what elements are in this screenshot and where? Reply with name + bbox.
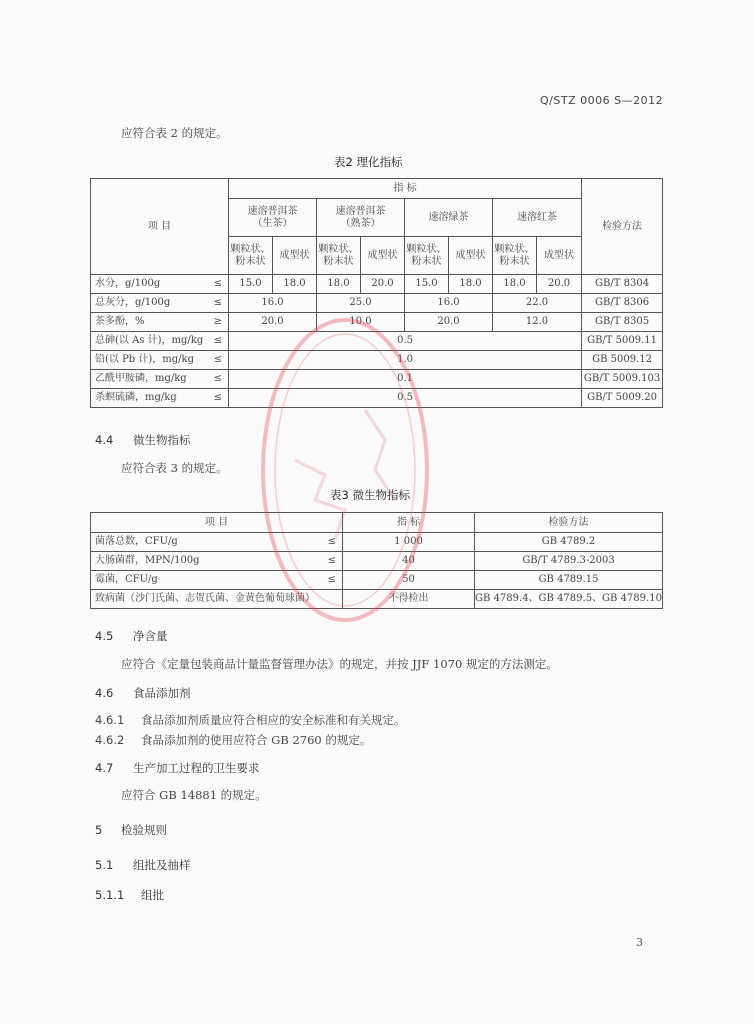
cell-value: 16.0: [405, 294, 493, 313]
section-title: 净含量: [133, 629, 168, 643]
cell-method: GB 4789.4、GB 4789.5、GB 4789.10: [475, 590, 663, 609]
section-5: [95, 822, 167, 838]
item-label: 水分，g/100g: [95, 278, 161, 289]
operator: ≤: [213, 373, 222, 384]
cell-value: 22.0: [493, 294, 582, 313]
operator: ≥: [213, 316, 222, 327]
cell-value: 0.5: [229, 389, 582, 408]
section-5-1: [95, 857, 191, 873]
cell-method: GB/T 5009.11: [582, 332, 663, 351]
cell-value: 20.0: [361, 275, 405, 294]
cell-value: 18.0: [317, 275, 361, 294]
section-title: 组批及抽样: [133, 858, 191, 872]
cell-method: GB/T 8304: [582, 275, 663, 294]
table3-col-method: 检验方法: [475, 513, 663, 533]
cell-value: 不得检出: [343, 590, 475, 609]
section-number: 4.6.2: [95, 733, 125, 747]
section-4-7: [95, 760, 260, 776]
section-4-6-1: [95, 712, 406, 728]
table2-col-item: 项 目: [91, 179, 229, 275]
section-number: 4.5: [95, 629, 114, 643]
item-label: 总灰分，g/100g: [95, 297, 171, 308]
cell-value: 20.0: [537, 275, 582, 294]
section-4-4: [95, 432, 191, 448]
cell-value: 16.0: [229, 294, 317, 313]
section-number: 4.4: [95, 433, 114, 447]
operator: ≤: [213, 297, 222, 308]
row-item: [91, 351, 229, 370]
item-label: 霉菌，CFU/g: [95, 574, 158, 585]
section-number: 5.1.1: [95, 888, 125, 902]
item-label: 致病菌（沙门氏菌、志贺氏菌、金黄色葡萄球菌）: [95, 593, 315, 604]
row-item: [91, 370, 229, 389]
cell-value: 25.0: [317, 294, 405, 313]
table2-group-header: 速溶绿茶: [405, 199, 493, 237]
operator: ≤: [213, 392, 222, 403]
cell-method: GB/T 5009.103: [582, 370, 663, 389]
section-title: 微生物指标: [133, 433, 191, 447]
row-item: [91, 313, 229, 332]
table2-sub-shaped: 成型状: [361, 237, 405, 275]
cell-value: 15.0: [229, 275, 273, 294]
table2-group-header: 速溶普洱茶 （生茶）: [229, 199, 317, 237]
section-number: 5.1: [95, 858, 114, 872]
operator: ≤: [213, 335, 222, 346]
item-label: 杀螟硫磷，mg/kg: [95, 392, 177, 403]
section-number: 4.6.1: [95, 713, 125, 727]
item-label: 乙酰甲胺磷，mg/kg: [95, 373, 187, 384]
operator: ≤: [327, 555, 336, 566]
operator: ≤: [327, 574, 336, 585]
table3-col-index: 指 标: [343, 513, 475, 533]
cell-value: 18.0: [449, 275, 493, 294]
section-number: 5: [95, 823, 103, 837]
section-title: 食品添加剂: [133, 686, 191, 700]
cell-value: 20.0: [405, 313, 493, 332]
section-text: 食品添加剂质量应符合相应的安全标准和有关规定。: [141, 713, 406, 727]
intro-text: 应符合表 2 的规定。: [121, 126, 228, 140]
table2-caption: 表2 理化指标: [334, 155, 403, 169]
cell-value: 10.0: [317, 313, 405, 332]
section-title: 检验规则: [121, 823, 167, 837]
section-4-6: [95, 685, 191, 701]
section-4-5-text: 应符合《定量包装商品计量监督管理办法》的规定，并按 JJF 1070 规定的方法测定。: [121, 657, 558, 671]
cell-value: 1 000: [343, 533, 475, 552]
operator: ≤: [327, 536, 336, 547]
cell-value: 18.0: [273, 275, 317, 294]
row-item: [91, 294, 229, 313]
page-number: 3: [636, 936, 643, 949]
cell-value: 0.5: [229, 332, 582, 351]
cell-method: GB/T 8305: [582, 313, 663, 332]
operator: ≤: [213, 354, 222, 365]
row-item: [91, 389, 229, 408]
cell-value: 18.0: [493, 275, 537, 294]
table2-group-header: 速溶红茶: [493, 199, 582, 237]
table2-sub-granular: 颗粒状、 粉末状: [405, 237, 449, 275]
table2-col-method: 检验方法: [582, 179, 663, 275]
cell-method: GB 5009.12: [582, 351, 663, 370]
item-label: 铅(以 Pb 计)，mg/kg: [95, 354, 195, 365]
item-label: 大肠菌群，MPN/100g: [95, 555, 200, 566]
item-label: 菌落总数，CFU/g: [95, 536, 178, 547]
row-item: [91, 275, 229, 294]
cell-value: 40: [343, 552, 475, 571]
row-item: [91, 332, 229, 351]
table2-sub-shaped: 成型状: [537, 237, 582, 275]
cell-value: 1.0: [229, 351, 582, 370]
cell-value: 50: [343, 571, 475, 590]
table-row: [91, 275, 663, 294]
table2-group-header: 速溶普洱茶 （熟茶）: [317, 199, 405, 237]
table2-sub-granular: 颗粒状、 粉末状: [493, 237, 537, 275]
table2-col-index: 指 标: [229, 179, 582, 199]
official-seal: [235, 300, 435, 640]
table2-sub-granular: 颗粒状、 粉末状: [317, 237, 361, 275]
document-id: Q/STZ 0006 S—2012: [540, 94, 664, 107]
cell-value: 20.0: [229, 313, 317, 332]
operator: ≤: [213, 278, 222, 289]
cell-method: GB/T 5009.20: [582, 389, 663, 408]
section-5-1-1: [95, 887, 164, 903]
section-4-6-2: [95, 732, 371, 748]
section-text: 食品添加剂的使用应符合 GB 2760 的规定。: [141, 733, 372, 747]
section-title: 生产加工过程的卫生要求: [133, 761, 260, 775]
item-label: 总砷(以 As 计)，mg/kg: [95, 335, 204, 346]
cell-value: 15.0: [405, 275, 449, 294]
section-4-4-text: 应符合表 3 的规定。: [121, 461, 228, 475]
cell-method: GB 4789.15: [475, 571, 663, 590]
section-4-5: [95, 628, 168, 644]
section-number: 4.6: [95, 686, 114, 700]
section-number: 4.7: [95, 761, 114, 775]
cell-method: GB 4789.2: [475, 533, 663, 552]
table3-col-item: 项 目: [91, 513, 343, 533]
cell-method: GB/T 8306: [582, 294, 663, 313]
section-title: 组批: [141, 888, 164, 902]
item-label: 茶多酚，%: [95, 316, 145, 327]
section-4-7-text: 应符合 GB 14881 的规定。: [121, 788, 267, 802]
table2-sub-shaped: 成型状: [273, 237, 317, 275]
table3-caption: 表3 微生物指标: [330, 488, 410, 502]
cell-method: GB/T 4789.3-2003: [475, 552, 663, 571]
table2-sub-granular: 颗粒状、 粉末状: [229, 237, 273, 275]
table2-sub-shaped: 成型状: [449, 237, 493, 275]
cell-value: 12.0: [493, 313, 582, 332]
cell-value: 0.1: [229, 370, 582, 389]
